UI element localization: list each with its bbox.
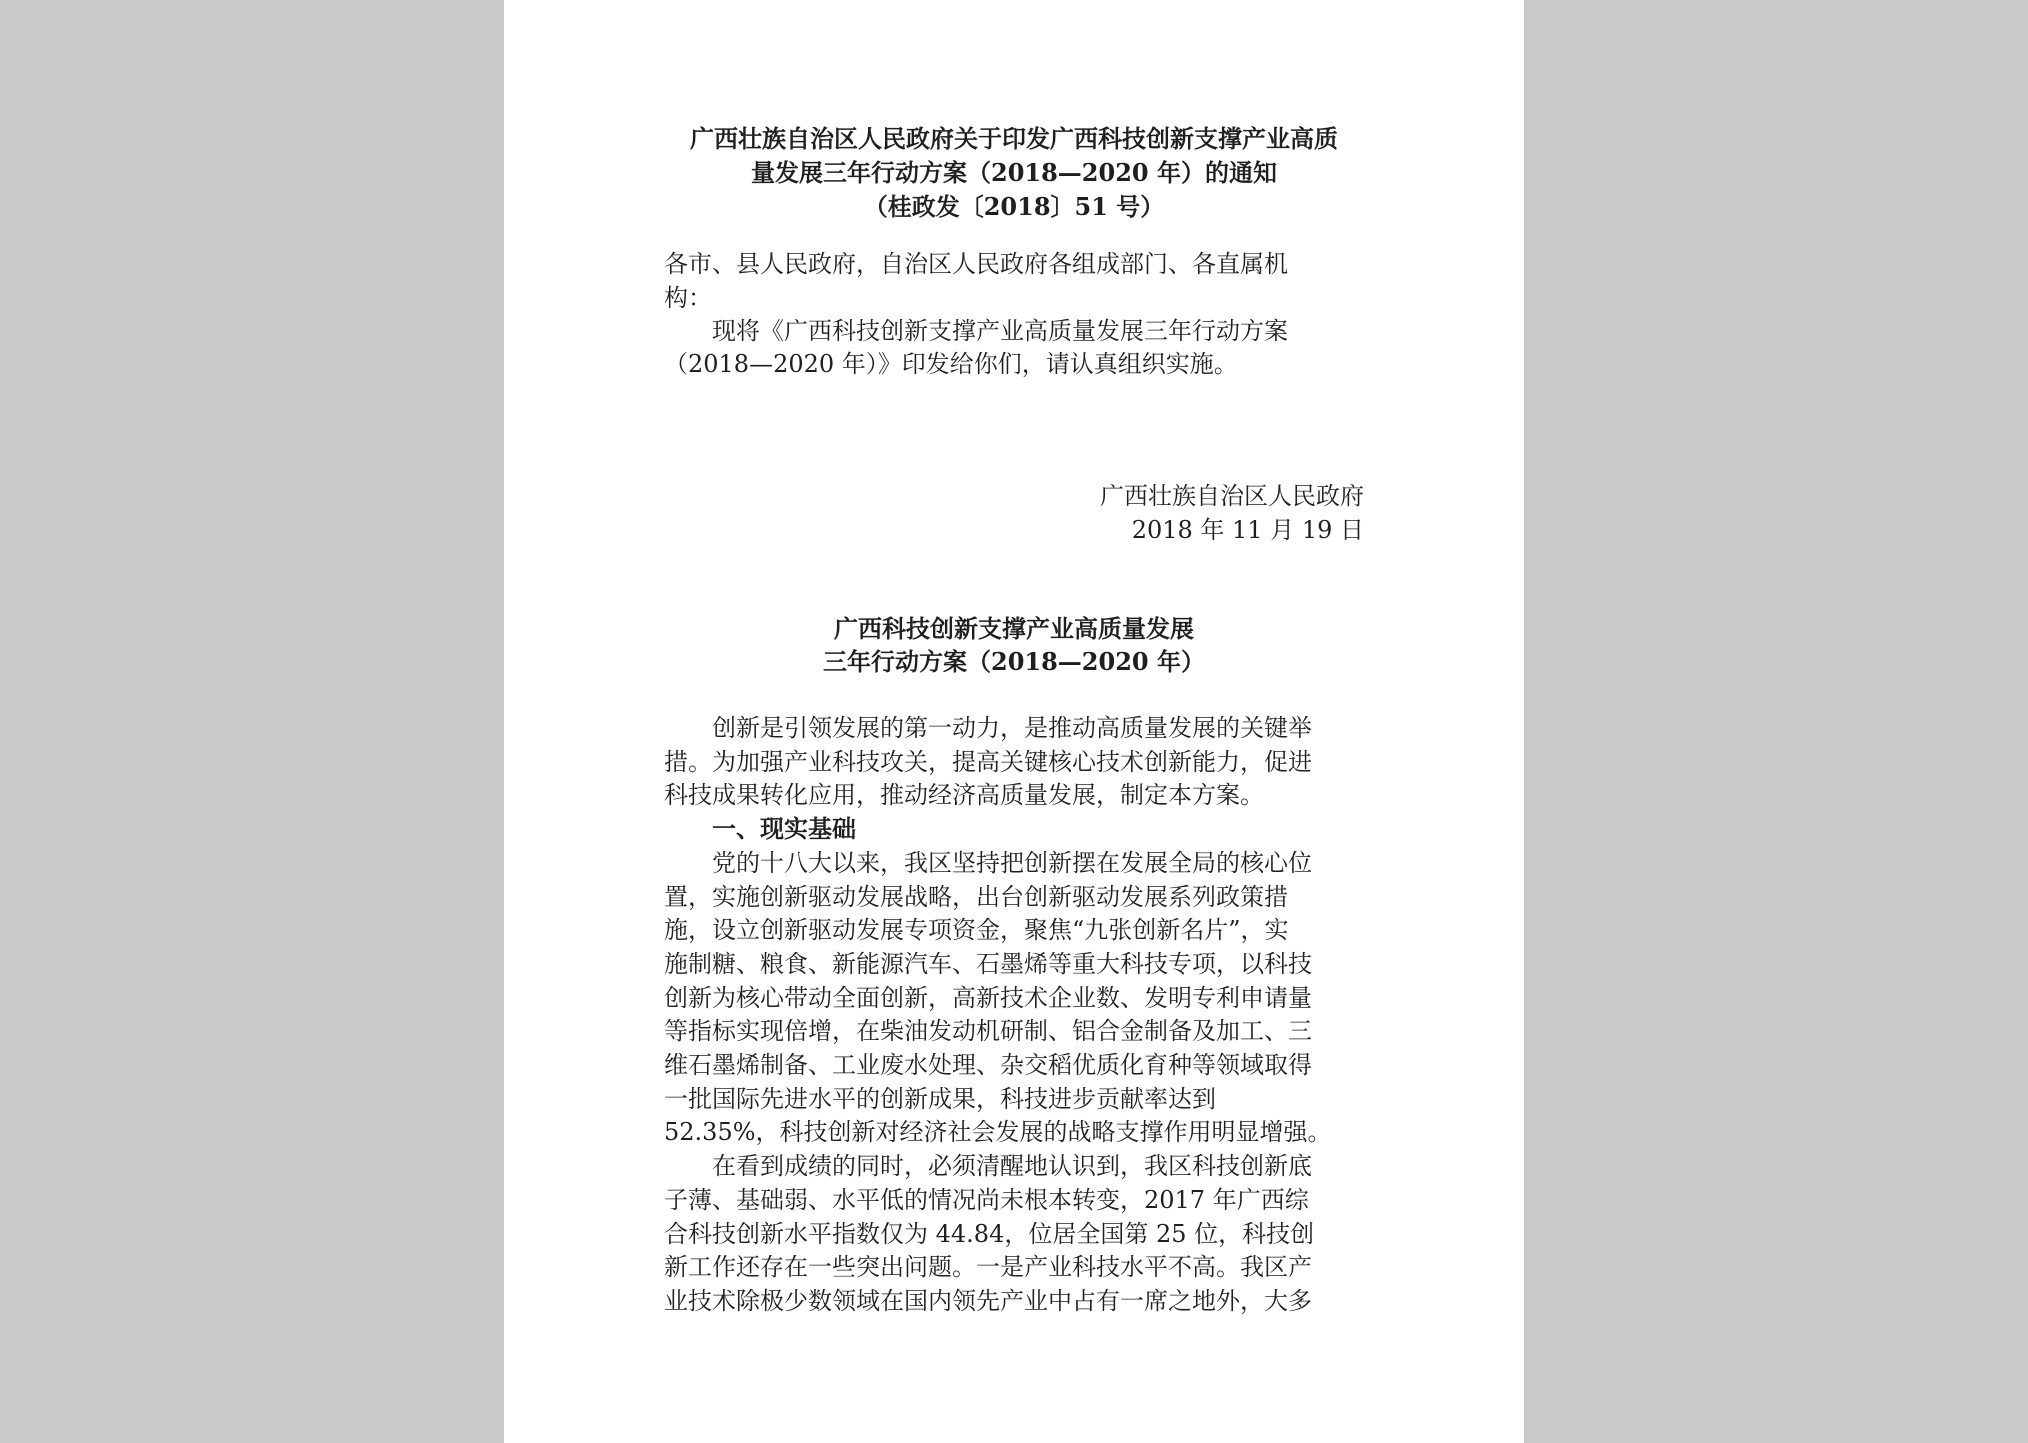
signature-issuer: 广西壮族自治区人民政府 xyxy=(1100,482,1364,510)
section-1-para-2-line-5: 业技术除极少数领域在国内领先产业中占有一席之地外，大多 xyxy=(664,1287,1312,1315)
section-1-para-1-line-1: 党的十八大以来，我区坚持把创新摆在发展全局的核心位 xyxy=(712,849,1312,877)
section-1-heading: 一、现实基础 xyxy=(712,814,856,843)
section-1-para-1-line-7: 维石墨烯制备、工业废水处理、杂交稻优质化育种等领域取得 xyxy=(664,1051,1312,1079)
notice-title-line-2: 量发展三年行动方案（2018—2020 年）的通知 xyxy=(751,158,1277,187)
plan-title-line-1: 广西科技创新支撑产业高质量发展 xyxy=(834,614,1194,643)
salutation-line-1: 各市、县人民政府，自治区人民政府各组成部门、各直属机 xyxy=(664,250,1288,278)
section-1-para-2-line-4: 新工作还存在一些突出问题。一是产业科技水平不高。我区产 xyxy=(664,1253,1312,1281)
signature-date: 2018 年 11 月 19 日 xyxy=(1131,516,1364,544)
intro-line-3: 科技成果转化应用，推动经济高质量发展，制定本方案。 xyxy=(664,781,1264,809)
notice-body-line-2: （2018—2020 年）》印发给你们，请认真组织实施。 xyxy=(664,350,1238,378)
salutation-line-2: 构： xyxy=(664,284,712,312)
notice-title-line-1: 广西壮族自治区人民政府关于印发广西科技创新支撑产业高质 xyxy=(690,124,1338,153)
section-1-para-1-line-9: 52.35%，科技创新对经济社会发展的战略支撑作用明显增强。 xyxy=(664,1118,1332,1146)
section-1-para-2-line-2: 子薄、基础弱、水平低的情况尚未根本转变，2017 年广西综 xyxy=(664,1186,1309,1214)
section-1-para-1-line-6: 等指标实现倍增，在柴油发动机研制、铝合金制备及加工、三 xyxy=(664,1017,1312,1045)
intro-line-1: 创新是引领发展的第一动力，是推动高质量发展的关键举 xyxy=(712,714,1312,742)
intro-line-2: 措。为加强产业科技攻关，提高关键核心技术创新能力，促进 xyxy=(664,748,1312,776)
notice-document-number: （桂政发〔2018〕51 号） xyxy=(863,192,1165,221)
section-1-para-2-line-3: 合科技创新水平指数仅为 44.84，位居全国第 25 位，科技创 xyxy=(664,1220,1315,1248)
section-1-para-1-line-4: 施制糖、粮食、新能源汽车、石墨烯等重大科技专项，以科技 xyxy=(664,950,1312,978)
section-1-para-1-line-3: 施，设立创新驱动发展专项资金，聚焦“九张创新名片”，实 xyxy=(664,916,1289,944)
plan-title-line-2: 三年行动方案（2018—2020 年） xyxy=(823,647,1205,676)
section-1-para-1-line-8: 一批国际先进水平的创新成果，科技进步贡献率达到 xyxy=(664,1085,1216,1113)
notice-body-line-1: 现将《广西科技创新支撑产业高质量发展三年行动方案 xyxy=(712,317,1288,345)
document-page xyxy=(504,0,1524,1443)
section-1-para-1-line-5: 创新为核心带动全面创新，高新技术企业数、发明专利申请量 xyxy=(664,984,1312,1012)
section-1-para-2-line-1: 在看到成绩的同时，必须清醒地认识到，我区科技创新底 xyxy=(712,1152,1312,1180)
section-1-para-1-line-2: 置，实施创新驱动发展战略，出台创新驱动发展系列政策措 xyxy=(664,883,1288,911)
